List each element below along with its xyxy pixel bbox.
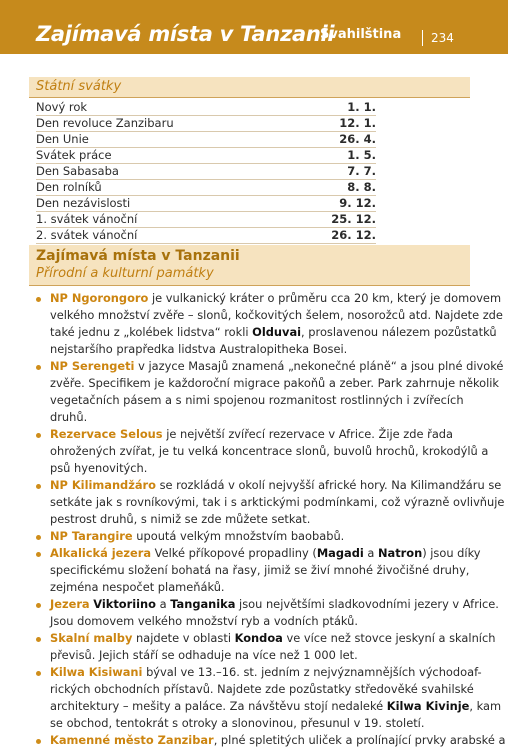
place-name: Kamenné město Zanzibar (50, 733, 214, 747)
bullet-icon (36, 603, 41, 608)
paragraph-line (50, 511, 462, 528)
bullet-icon (36, 671, 41, 676)
paragraph-line (50, 341, 462, 358)
text-run: se obchod, tentokrát s otroky a slonovinou, přesunul v 19. století. (50, 716, 425, 730)
text-run: nejstaršího prapředka lidstva Australopitheka Bosei. (50, 342, 348, 356)
holiday-name: Svátek práce (36, 148, 112, 162)
holiday-date: 12. 1. (339, 116, 376, 130)
text-run: upoutá velkým množstvím baobabů. (132, 529, 345, 543)
paragraph-line (50, 613, 462, 630)
place-item (50, 630, 496, 664)
holiday-name: Den Unie (36, 132, 89, 146)
paragraph-line (50, 460, 462, 477)
paragraph-line (50, 715, 462, 732)
place-name: NP Serengeti (50, 359, 135, 373)
text-run: pestrost druhů, s nimiž se zde můžete setkat. (50, 512, 311, 526)
location-name: Olduvai (252, 325, 302, 339)
place-name: NP Tarangire (50, 529, 133, 543)
paragraph-line (50, 409, 462, 426)
holiday-name: Den rolníků (36, 180, 102, 194)
place-name: Kilwa Kisiwani (50, 665, 143, 679)
paragraph-line (50, 630, 496, 647)
bullet-icon (36, 433, 41, 438)
holiday-row (36, 228, 376, 244)
place-name: NP Kilimandžáro (50, 478, 156, 492)
text-run: zejména nespočet plameňáků. (50, 580, 225, 594)
place-item (50, 732, 506, 749)
holiday-row (36, 116, 376, 132)
holidays-heading-rule (29, 97, 470, 98)
paragraph-line (50, 324, 497, 341)
place-name: Skalní malby (50, 631, 133, 645)
page-number: 234 (431, 31, 454, 45)
places-heading: Zajímavá místa v Tanzanii (36, 248, 240, 264)
place-item (50, 528, 462, 545)
holiday-date: 25. 12. (331, 212, 376, 226)
holiday-name: Den revoluce Zanzibaru (36, 116, 174, 130)
bullet-icon (36, 297, 41, 302)
holiday-name: Den Sabasaba (36, 164, 119, 178)
bullet-icon (36, 739, 41, 744)
text-run: je vulkanický kráter o průměru cca 20 km, který je domovem (148, 291, 502, 305)
text-run: architektury – mešity a paláce. Za návštěvu stojí nedaleké (50, 699, 387, 713)
text-run: , plné spletitých uliček a prolínající prvky arabské a (213, 733, 506, 747)
text-run: také jednu z „kolébek lidstva“ rokli (50, 325, 253, 339)
location-name: Viktoriino (93, 597, 156, 611)
holiday-name: Nový rok (36, 100, 88, 114)
text-run: rických obchodních přístavů. Najdete zde pozůstatky středověké svahilské (50, 682, 474, 696)
paragraph-line (50, 477, 502, 494)
location-name: Natron (377, 546, 423, 560)
holiday-row (36, 196, 376, 212)
page-header (0, 0, 508, 54)
location-name: Tanganika (170, 597, 236, 611)
paragraph-line (50, 545, 481, 562)
paragraph-line (50, 358, 504, 375)
bullet-icon (36, 535, 41, 540)
holiday-date: 26. 12. (331, 228, 376, 242)
text-run: býval ve 13.–16. st. jedním z nejvýznamnějších východoaf- (142, 665, 482, 679)
place-item (50, 596, 499, 630)
holiday-name: 1. svátek vánoční (36, 212, 138, 226)
place-item (50, 426, 489, 477)
place-name: Jezera (50, 597, 90, 611)
paragraph-line (50, 307, 503, 324)
places-heading-rule (29, 285, 470, 286)
text-run: specifickému složení bohatá na řasy, jimiž se živí mnohé živočišné druhy, (50, 563, 470, 577)
holiday-row (36, 164, 376, 180)
bullet-icon (36, 484, 41, 489)
holiday-date: 1. 1. (347, 100, 376, 114)
bullet-icon (36, 552, 41, 557)
place-item (50, 358, 504, 426)
place-item (50, 290, 503, 358)
holiday-row (36, 212, 376, 228)
paragraph-line (50, 392, 462, 409)
text-run: velkého množství zvěře – slonů, kočkovitých šelem, nosorožců atd. Najdete zde (50, 308, 503, 322)
text-run: převisů. Jejich stáří se odhaduje na více než 1 000 let. (50, 648, 358, 662)
text-run: vegetačních pásem a s nimi spojenou rozmanitost rostlinných i zvířecích (50, 393, 464, 407)
holiday-date: 26. 4. (339, 132, 376, 146)
holidays-heading: Státní svátky (36, 79, 122, 94)
place-name: Alkalická jezera (50, 546, 152, 560)
holiday-date: 9. 12. (339, 196, 376, 210)
holiday-date: 7. 7. (347, 164, 376, 178)
text-run: je největší zvířecí rezervace v Africe. Žije zde řada (162, 427, 454, 441)
paragraph-line (50, 579, 462, 596)
holiday-date: 1. 5. (347, 148, 376, 162)
text-run: ve více než stovce jeskyní a skalních (282, 631, 496, 645)
header-divider (422, 30, 423, 46)
paragraph-line (50, 375, 500, 392)
place-item (50, 545, 481, 596)
place-name: Rezervace Selous (50, 427, 163, 441)
text-run: se rozkládá v okolí nejvyšší africké hory. Na Kilimandžáru se (155, 478, 502, 492)
text-run: , kam (469, 699, 502, 713)
paragraph-line (50, 562, 470, 579)
text-run: setkáte jak s rovníkovými, tak i s arktickými podmínkami, což výrazně ovlivňuje (50, 495, 505, 509)
place-name: NP Ngorongoro (50, 291, 149, 305)
paragraph-line (50, 647, 462, 664)
chapter-title: Zajímavá místa v Tanzanii (36, 22, 335, 46)
paragraph-line (50, 494, 505, 511)
text-run: v jazyce Masajů znamená „nekonečné pláně“ a jsou plné divoké (134, 359, 504, 373)
location-name: Kondoa (234, 631, 283, 645)
text-run: Velké příkopové propadliny ( (151, 546, 317, 560)
text-run: najdete v oblasti (132, 631, 235, 645)
paragraph-line (50, 698, 502, 715)
holiday-name: 2. svátek vánoční (36, 228, 138, 242)
holiday-row (36, 180, 376, 196)
text-run: ohrožených zvířat, je tu velká koncentrace slonů, buvolů hrochů, krokodýlů a (50, 444, 489, 458)
bullet-icon (36, 365, 41, 370)
bullet-icon (36, 637, 41, 642)
paragraph-line (50, 596, 499, 613)
text-run: druhů. (50, 410, 88, 424)
holiday-name: Den nezávislosti (36, 196, 131, 210)
text-run: jsou největšími sladkovodními jezery v Africe. (235, 597, 499, 611)
paragraph-line (50, 426, 462, 443)
paragraph-line (50, 443, 489, 460)
text-run: zvěře. Specifikem je každoroční migrace pakoňů a zeber. Park zahrnuje několik (50, 376, 500, 390)
paragraph-line (50, 290, 502, 307)
places-subheading: Přírodní a kulturní památky (36, 266, 214, 281)
text-run: a (155, 597, 171, 611)
holiday-date: 8. 8. (347, 180, 376, 194)
location-name: Kilwa Kivinje (386, 699, 470, 713)
paragraph-line (50, 681, 474, 698)
text-run: Jsou domovem velkého množství ryb a vodních ptáků. (50, 614, 359, 628)
place-item (50, 664, 502, 732)
text-run: , proslavenou nálezem pozůstatků (301, 325, 497, 339)
paragraph-line (50, 732, 506, 749)
holiday-row (36, 132, 376, 148)
location-name: Magadi (316, 546, 364, 560)
language-label: Svahilština (320, 27, 402, 42)
holiday-row (36, 100, 376, 116)
text-run: a (363, 546, 378, 560)
paragraph-line (50, 664, 482, 681)
text-run: psů hyenovitých. (50, 461, 148, 475)
paragraph-line (50, 528, 462, 545)
place-item (50, 477, 505, 528)
holiday-row (36, 148, 376, 164)
text-run: ) jsou díky (422, 546, 481, 560)
